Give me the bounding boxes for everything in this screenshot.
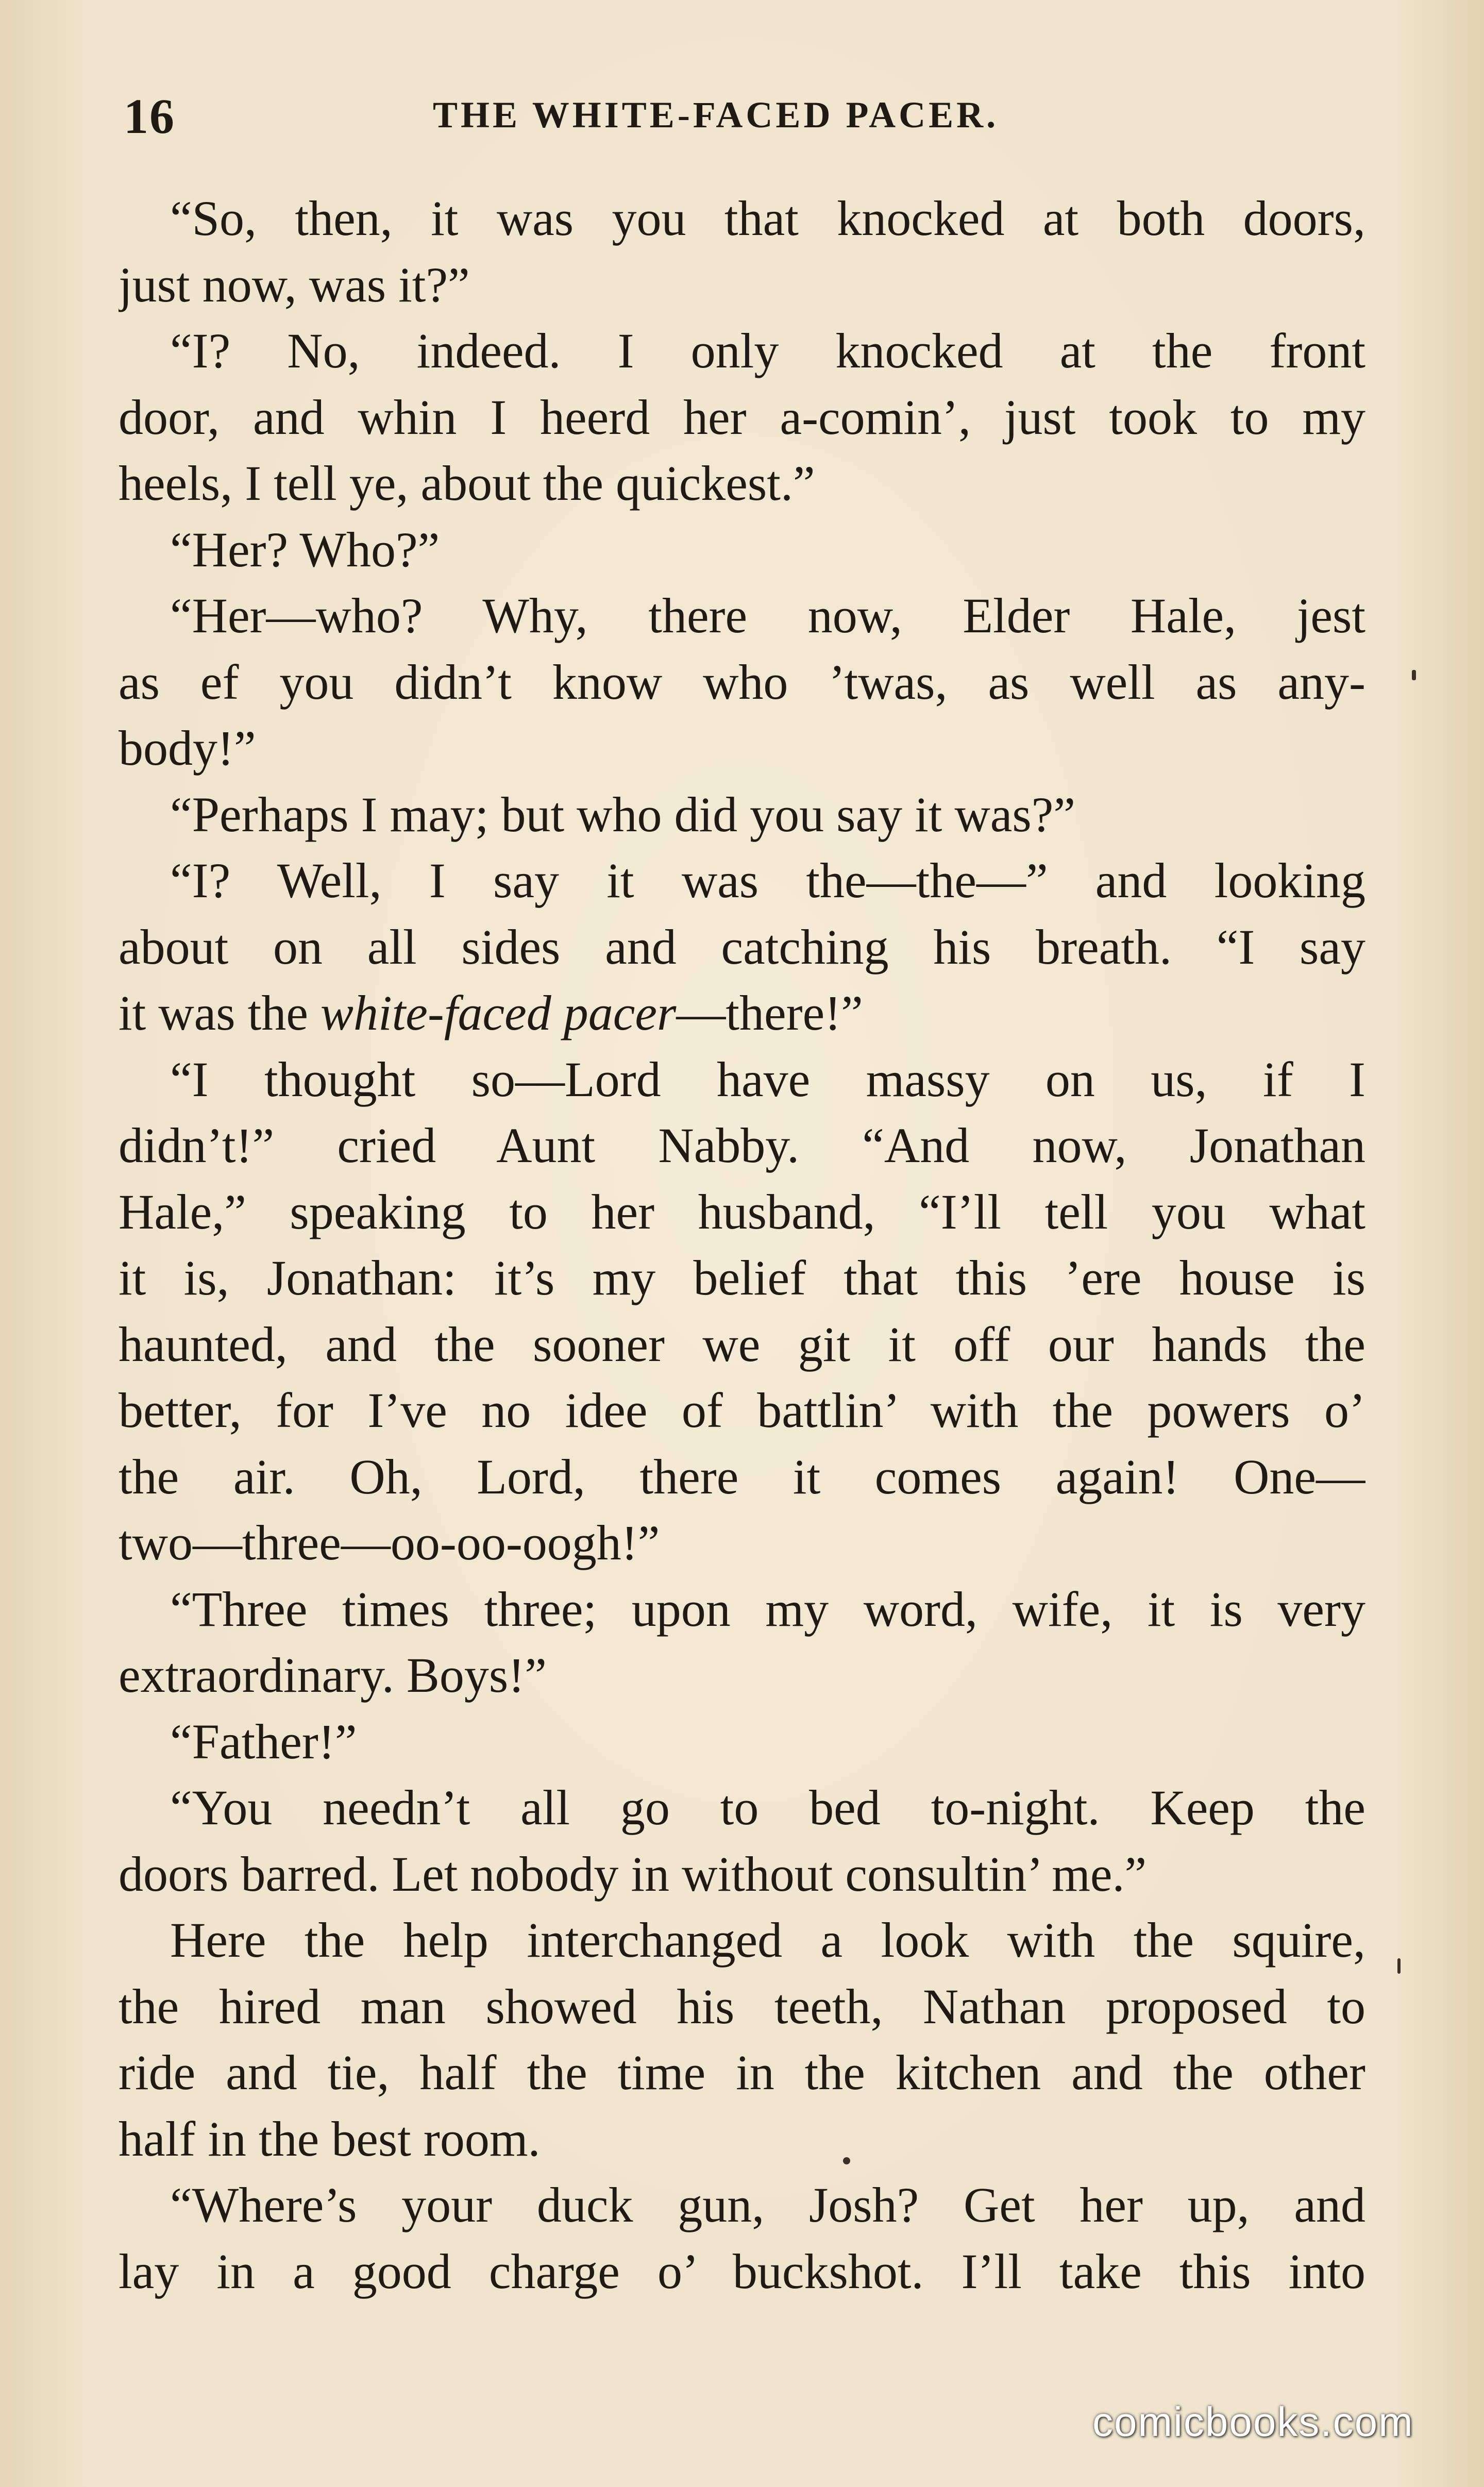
text-line: better, for I’ve no idee of battlin’ with the powers o’ xyxy=(119,1383,1365,1438)
text-line: as ef you didn’t know who ’twas, as well as any- xyxy=(119,654,1365,710)
text-line: “Where’s your duck gun, Josh? Get her up, and xyxy=(170,2177,1365,2232)
italic-phrase: white-faced pacer xyxy=(320,985,677,1040)
watermark: comicbooks.com xyxy=(1092,2399,1414,2445)
text-line: body!” xyxy=(119,720,256,776)
page-number: 16 xyxy=(124,89,175,144)
ink-speck xyxy=(1412,670,1416,680)
text-line: two—three—oo-oo-oogh!” xyxy=(119,1515,660,1570)
running-head xyxy=(124,82,1365,149)
text-line: haunted, and the sooner we git it off our hands the xyxy=(119,1316,1365,1372)
text-line: Hale,” speaking to her husband, “I’ll tell you what xyxy=(119,1184,1365,1239)
text-line: door, and whin I heerd her a-comin’, just took to my xyxy=(119,389,1365,445)
text-line: “Perhaps I may; but who did you say it was?” xyxy=(170,786,1075,842)
text-line: lay in a good charge o’ buckshot. I’ll take this into xyxy=(119,2243,1365,2299)
text-line: “Three times three; upon my word, wife, it is very xyxy=(170,1581,1365,1637)
text-run: it was the xyxy=(119,985,321,1040)
text-line: half in the best room. xyxy=(119,2111,541,2166)
text-line: heels, I tell ye, about the quickest.” xyxy=(119,456,815,511)
text-line: extraordinary. Boys!” xyxy=(119,1648,547,1703)
text-line: “I? Well, I say it was the—the—” and looking xyxy=(170,853,1365,908)
text-line: doors barred. Let nobody in without consultin’ me.” xyxy=(119,1846,1147,1902)
text-line: “Father!” xyxy=(170,1713,357,1769)
text-line: “Her—who? Why, there now, Elder Hale, jest xyxy=(170,588,1365,643)
text-line-italic xyxy=(119,980,1365,1047)
text-line: “I thought so—Lord have massy on us, if I xyxy=(170,1051,1365,1107)
text-line: just now, was it?” xyxy=(119,257,470,312)
text-line: “You needn’t all go to bed to-night. Keep the xyxy=(170,1780,1365,1835)
text-run: —there!” xyxy=(676,985,863,1040)
text-line: “Her? Who?” xyxy=(170,522,440,577)
ink-speck xyxy=(1397,1958,1401,1974)
ink-speck xyxy=(843,2157,850,2164)
text-line: ride and tie, half the time in the kitchen and the other xyxy=(119,2045,1365,2100)
text-line: about on all sides and catching his breath. “I say xyxy=(119,919,1365,974)
text-line: “So, then, it was you that knocked at both doors, xyxy=(170,191,1365,246)
body-text xyxy=(119,186,1365,2305)
text-line: “I? No, indeed. I only knocked at the front xyxy=(170,323,1365,378)
text-line: the hired man showed his teeth, Nathan proposed to xyxy=(119,1978,1365,2034)
text-line: the air. Oh, Lord, there it comes again! One— xyxy=(119,1449,1365,1504)
running-title: THE WHITE-FACED PACER. xyxy=(433,94,999,136)
text-line: Here the help interchanged a look with the squire, xyxy=(170,1912,1365,1968)
text-line: didn’t!” cried Aunt Nabby. “And now, Jonathan xyxy=(119,1118,1365,1173)
text-line: it is, Jonathan: it’s my belief that this ’ere house is xyxy=(119,1250,1365,1305)
